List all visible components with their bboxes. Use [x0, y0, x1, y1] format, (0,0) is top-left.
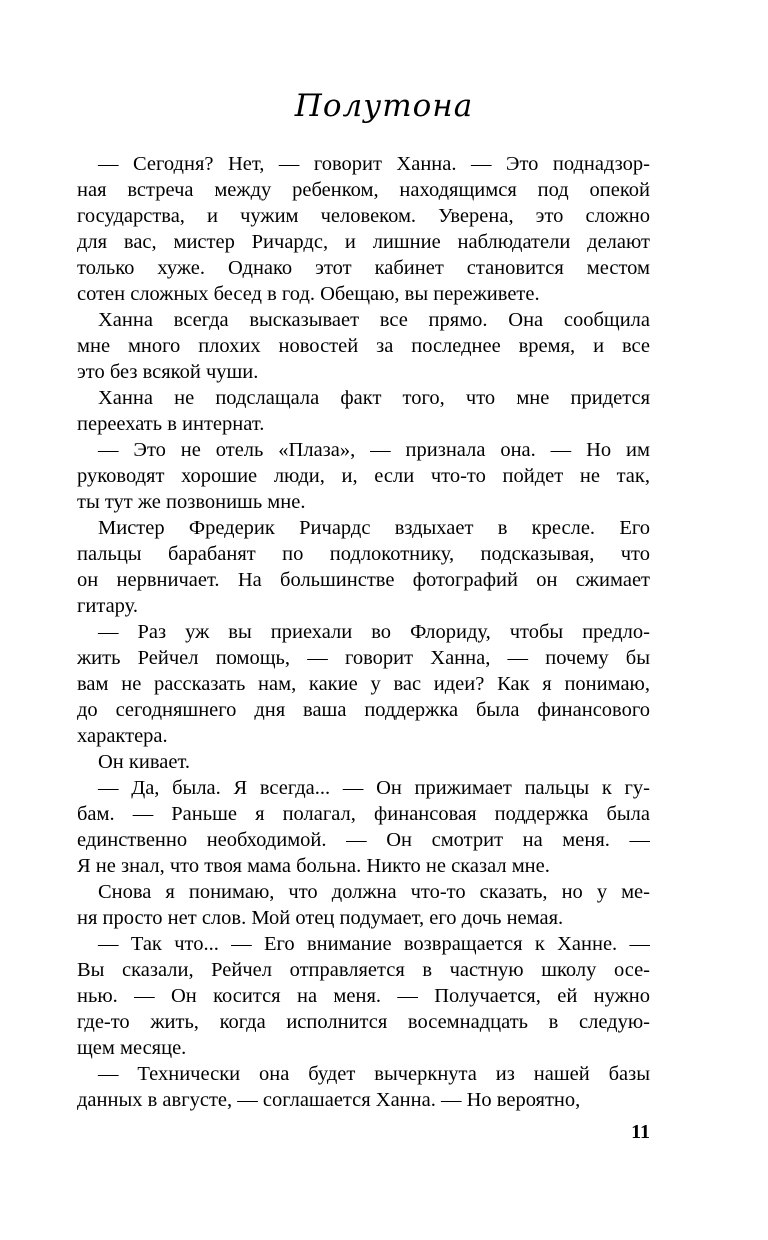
text-line: Ханна не подслащала факт того, что мне придется — [98, 387, 650, 409]
text-line: государства, и чужим человеком. Уверена, это сложно — [77, 205, 650, 227]
text-line: нью. — Он косится на меня. — Получается, ей нужно — [77, 985, 650, 1007]
text-line: гитару. — [77, 595, 138, 617]
text-line: где-то жить, когда исполнится восемнадцать в следую- — [77, 1011, 650, 1033]
text-line: ты тут же позвонишь мне. — [77, 491, 306, 513]
text-line: Мистер Фредерик Ричардс вздыхает в кресле. Его — [98, 517, 650, 539]
text-line: Я не знал, что твоя мама больна. Никто не сказал мне. — [77, 855, 550, 877]
paragraph — [77, 749, 650, 775]
paragraph — [77, 515, 650, 619]
text-line: для вас, мистер Ричардс, и лишние наблюдатели делают — [77, 231, 650, 253]
paragraph — [77, 775, 650, 879]
text-line: вам не рассказать нам, какие у вас идеи? Как я понимаю, — [77, 673, 650, 695]
text-line: — Раз уж вы приехали во Флориду, чтобы предло- — [98, 621, 650, 643]
text-line: это без всякой чуши. — [77, 361, 259, 383]
paragraph — [77, 619, 650, 749]
text-line: руководят хорошие люди, и, если что-то пойдет не так, — [77, 465, 650, 487]
text-line: данных в августе, — соглашается Ханна. — Но вероятно, — [77, 1089, 581, 1111]
text-line: бам. — Раньше я полагал, финансовая поддержка была — [77, 803, 650, 825]
paragraph — [77, 151, 650, 307]
text-line: — Технически она будет вычеркнута из нашей базы — [98, 1063, 650, 1085]
text-line: ня просто нет слов. Мой отец подумает, его дочь немая. — [77, 907, 564, 929]
paragraph — [77, 931, 650, 1061]
text-line: щем месяце. — [77, 1037, 187, 1059]
paragraph — [77, 879, 650, 931]
paragraph — [77, 437, 650, 515]
paragraph — [77, 307, 650, 385]
body-text-block — [77, 151, 650, 1113]
chapter-running-title: Полутона — [294, 88, 474, 124]
text-line: переехать в интернат. — [77, 413, 265, 435]
text-line: до сегодняшнего дня ваша поддержка была финансового — [77, 699, 650, 721]
text-line: он нервничает. На большинстве фотографий он сжимает — [77, 569, 650, 591]
paragraph — [77, 385, 650, 437]
text-line: Снова я понимаю, что должна что-то сказать, но у ме- — [98, 881, 650, 903]
paragraph — [77, 1061, 650, 1113]
page-number: 11 — [631, 1121, 650, 1143]
text-line: Он кивает. — [98, 751, 190, 773]
text-line: — Так что... — Его внимание возвращается к Ханне. — — [98, 933, 650, 955]
text-line: Вы сказали, Рейчел отправляется в частную школу осе- — [77, 959, 650, 981]
text-line: характера. — [77, 725, 168, 747]
text-line: пальцы барабанят по подлокотнику, подсказывая, что — [77, 543, 650, 565]
text-line: — Сегодня? Нет, — говорит Ханна. — Это поднадзор- — [98, 153, 650, 175]
text-line: единственно необходимой. — Он смотрит на меня. — — [77, 829, 650, 851]
text-line: Ханна всегда высказывает все прямо. Она сообщила — [98, 309, 650, 331]
text-line: ная встреча между ребенком, находящимся под опекой — [77, 179, 650, 201]
text-line: жить Рейчел помощь, — говорит Ханна, — почему бы — [77, 647, 650, 669]
text-line: — Это не отель «Плаза», — признала она. — Но им — [98, 439, 650, 461]
text-line: — Да, была. Я всегда... — Он прижимает пальцы к гу- — [98, 777, 650, 799]
text-line: сотен сложных бесед в год. Обещаю, вы переживете. — [77, 283, 540, 305]
text-line: только хуже. Однако этот кабинет становится местом — [77, 257, 650, 279]
text-line: мне много плохих новостей за последнее время, и все — [77, 335, 650, 357]
